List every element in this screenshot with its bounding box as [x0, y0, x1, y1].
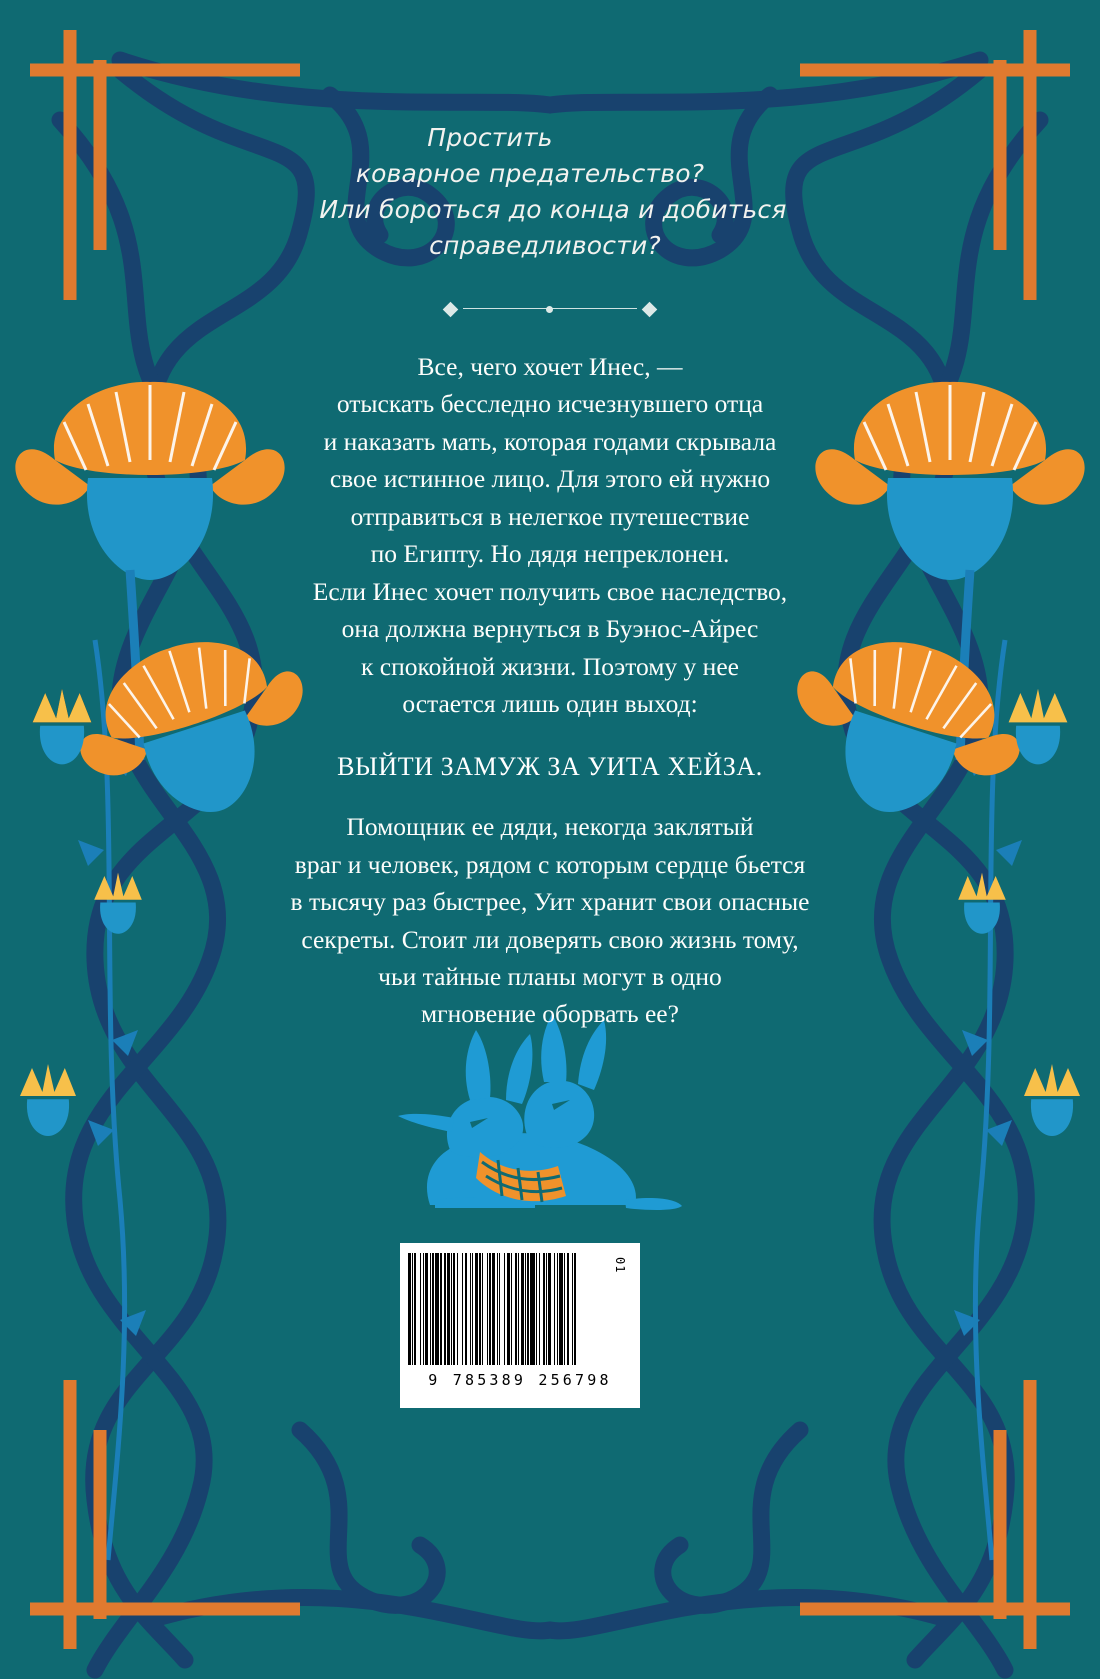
blurb-line: отыскать бесследно исчезнувшего отца: [336, 389, 764, 419]
blurb-line: враг и человек, рядом с которым сердце бьется: [294, 849, 806, 879]
blurb-line: свое истинное лицо. Для этого ей нужно: [329, 464, 771, 494]
blurb-line: в тысячу раз быстрее, Уит хранит свои опасные: [290, 887, 810, 917]
blurb: [170, 348, 930, 1033]
back-cover-text: [170, 120, 930, 1033]
tagline-line-4: справедливости?: [429, 231, 661, 260]
blurb-line: секреты. Стоит ли доверять свою жизнь тому,: [301, 924, 799, 954]
anubis-jackal-illustration: [330, 1000, 710, 1250]
barcode: [400, 1243, 640, 1408]
blurb-line: она должна вернуться в Буэнос-Айрес: [341, 614, 759, 644]
barcode-bars: [408, 1253, 632, 1365]
dot-icon: [546, 306, 553, 313]
tagline-line-3: Или бороться до конца и добиться: [319, 195, 787, 224]
blurb-line: и наказать мать, которая годами скрывала: [323, 426, 777, 456]
blurb-line: по Египту. Но дядя непреклонен.: [370, 539, 730, 569]
blurb-line: чьи тайные планы могут в одно: [378, 962, 722, 991]
diamond-icon: [443, 301, 459, 317]
blurb-line: отправиться в нелегкое путешествие: [350, 501, 750, 531]
barcode-number: 9 785389 256798: [428, 1371, 612, 1389]
tagline: [170, 120, 930, 264]
blurb-line: Помощник ее дяди, некогда заклятый: [346, 812, 754, 842]
blurb-line: к спокойной жизни. Поэтому у нее: [361, 651, 739, 681]
blurb-line: Если Инес хочет получить свое наследство,: [312, 576, 788, 606]
tagline-line-1: Простить: [427, 123, 553, 152]
blurb-emphasis: ВЫЙТИ ЗАМУЖ ЗА УИТА ХЕЙЗА.: [337, 751, 763, 781]
barcode-side-text: 01: [613, 1257, 627, 1274]
diamond-icon: [642, 301, 658, 317]
blurb-line: мгновение оборвать ее?: [421, 999, 679, 1029]
ornamental-divider: [445, 298, 655, 320]
blurb-line: остается лишь один выход:: [402, 689, 698, 719]
tagline-line-2: коварное предательство?: [355, 159, 705, 188]
blurb-line: Все, чего хочет Инес, —: [417, 352, 683, 381]
